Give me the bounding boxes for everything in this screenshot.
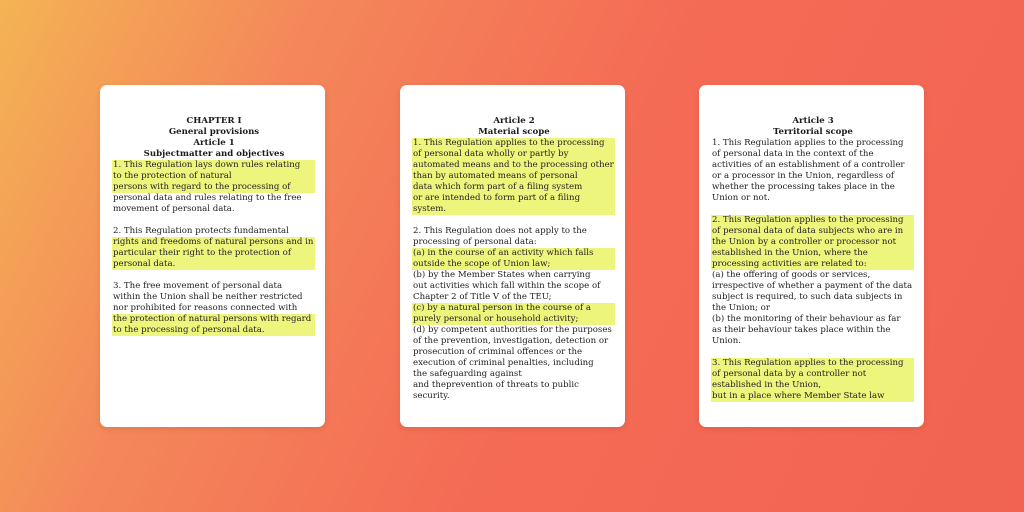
text-line: or a processor in the Union, regardless of bbox=[712, 171, 895, 181]
text-line: execution of criminal penalties, including bbox=[413, 358, 594, 368]
heading-line: Material scope bbox=[478, 127, 550, 137]
highlighted-text-line: of personal data wholly or partly by bbox=[412, 149, 615, 160]
paragraph bbox=[112, 160, 315, 215]
card-heading bbox=[412, 116, 615, 138]
text-line: (b) the monitoring of their behaviour as far bbox=[712, 314, 901, 324]
highlighted-text-line: personal data. bbox=[112, 259, 315, 270]
text-line: 2. This Regulation protects fundamental bbox=[113, 226, 289, 236]
highlighted-text-line: processing activities are related to: bbox=[711, 259, 914, 270]
text-line: out activities which fall within the scope of bbox=[413, 281, 601, 291]
text-line: activities of an establishment of a controller bbox=[712, 160, 905, 170]
document-card-article-3 bbox=[699, 85, 924, 427]
heading-line: General provisions bbox=[168, 127, 260, 137]
highlighted-text-line: established in the Union, bbox=[711, 380, 914, 391]
text-line: of personal data in the context of the bbox=[712, 149, 874, 159]
text-line: whether the processing takes place in the bbox=[712, 182, 895, 192]
paragraph-gap bbox=[711, 204, 914, 215]
highlighted-text-line: 2. This Regulation applies to the processing bbox=[711, 215, 914, 226]
highlighted-text-line: established in the Union, where the bbox=[711, 248, 914, 259]
document-card-chapter-1 bbox=[100, 85, 325, 427]
highlighted-text-line: particular their right to the protection of bbox=[112, 248, 315, 259]
card-body bbox=[711, 138, 914, 402]
paragraph bbox=[412, 226, 615, 402]
text-line: processing of personal data: bbox=[413, 237, 537, 247]
highlighted-text-line: of personal data by a controller not bbox=[711, 369, 914, 380]
highlighted-text-line: or are intended to form part of a filing bbox=[412, 193, 615, 204]
text-line: Union or not. bbox=[712, 193, 770, 203]
paragraph bbox=[112, 281, 315, 336]
paragraph bbox=[711, 138, 914, 204]
heading-line: Territorial scope bbox=[773, 127, 853, 137]
text-line: of the prevention, investigation, detection or bbox=[413, 336, 609, 346]
paragraph bbox=[412, 138, 615, 215]
text-line: prosecution of criminal offences or the bbox=[413, 347, 583, 357]
paragraph-gap bbox=[711, 347, 914, 358]
text-line: the safeguarding against bbox=[413, 369, 522, 379]
heading-line: Subjectmatter and objectives bbox=[143, 149, 285, 159]
card-heading bbox=[112, 116, 315, 160]
paragraph bbox=[711, 215, 914, 347]
text-line: Chapter 2 of Title V of the TEU; bbox=[413, 292, 552, 302]
highlighted-text-line: than by automated means of personal bbox=[412, 171, 615, 182]
paragraph bbox=[711, 358, 914, 402]
highlighted-text-line: (c) by a natural person in the course of a bbox=[412, 303, 615, 314]
highlighted-text-line: persons with regard to the processing of bbox=[112, 182, 315, 193]
highlighted-text-line: rights and freedoms of natural persons and in bbox=[113, 237, 314, 247]
text-line: 2. This Regulation does not apply to the bbox=[413, 226, 587, 236]
text-line: and theprevention of threats to public bbox=[413, 380, 579, 390]
document-card-article-2 bbox=[400, 85, 625, 427]
card-body bbox=[412, 138, 615, 402]
highlighted-text-line: system. bbox=[412, 204, 615, 215]
text-line: (d) by competent authorities for the purposes bbox=[413, 325, 612, 335]
highlighted-text-line: 3. This Regulation applies to the processing bbox=[711, 358, 914, 369]
text-line: (a) the offering of goods or services, bbox=[712, 270, 871, 280]
text-line: as their behaviour takes place within the bbox=[712, 325, 891, 335]
highlighted-text-line: data which form part of a filing system bbox=[412, 182, 615, 193]
text-line: 3. The free movement of personal data bbox=[113, 281, 283, 291]
highlighted-text-line: to the protection of natural bbox=[112, 171, 315, 182]
text-line: (b) by the Member States when carrying bbox=[413, 270, 591, 280]
highlighted-text-line: 1. This Regulation lays down rules relating bbox=[112, 160, 315, 171]
paragraph-gap bbox=[112, 215, 315, 226]
paragraph bbox=[112, 226, 315, 270]
card-body bbox=[112, 160, 315, 336]
highlighted-text-line: the protection of natural persons with regard bbox=[112, 314, 315, 325]
highlighted-text-line: purely personal or household activity; bbox=[412, 314, 615, 325]
text-line: irrespective of whether a payment of the data bbox=[712, 281, 913, 291]
highlighted-text-line: outside the scope of Union law; bbox=[412, 259, 615, 270]
heading-line: Article 2 bbox=[493, 116, 535, 126]
text-line: nor prohibited for reasons connected with bbox=[113, 303, 298, 313]
highlighted-text-line: (a) in the course of an activity which falls bbox=[412, 248, 615, 259]
text-line: within the Union shall be neither restricted bbox=[113, 292, 303, 302]
highlighted-text-line: the Union by a controller or processor not bbox=[711, 237, 914, 248]
heading-line: Article 1 bbox=[193, 138, 235, 148]
text-line: personal data and rules relating to the free bbox=[113, 193, 302, 203]
paragraph-gap bbox=[412, 215, 615, 226]
highlighted-text-line: to the processing of personal data. bbox=[112, 325, 315, 336]
highlighted-text-line: but in a place where Member State law bbox=[711, 391, 914, 402]
text-line: the Union; or bbox=[712, 303, 770, 313]
heading-line: CHAPTER I bbox=[186, 116, 242, 126]
text-line: Union. bbox=[712, 336, 741, 346]
highlighted-text-line: of personal data of data subjects who are in bbox=[711, 226, 914, 237]
highlighted-text-line: 1. This Regulation applies to the processing bbox=[412, 138, 615, 149]
card-heading bbox=[711, 116, 914, 138]
text-line: movement of personal data. bbox=[113, 204, 235, 214]
text-line: subject is required, to such data subjects in bbox=[712, 292, 903, 302]
heading-line: Article 3 bbox=[792, 116, 834, 126]
paragraph-gap bbox=[112, 270, 315, 281]
text-line: 1. This Regulation applies to the processing bbox=[712, 138, 904, 148]
highlighted-text-line: automated means and to the processing other bbox=[413, 160, 614, 170]
text-line: security. bbox=[413, 391, 450, 401]
